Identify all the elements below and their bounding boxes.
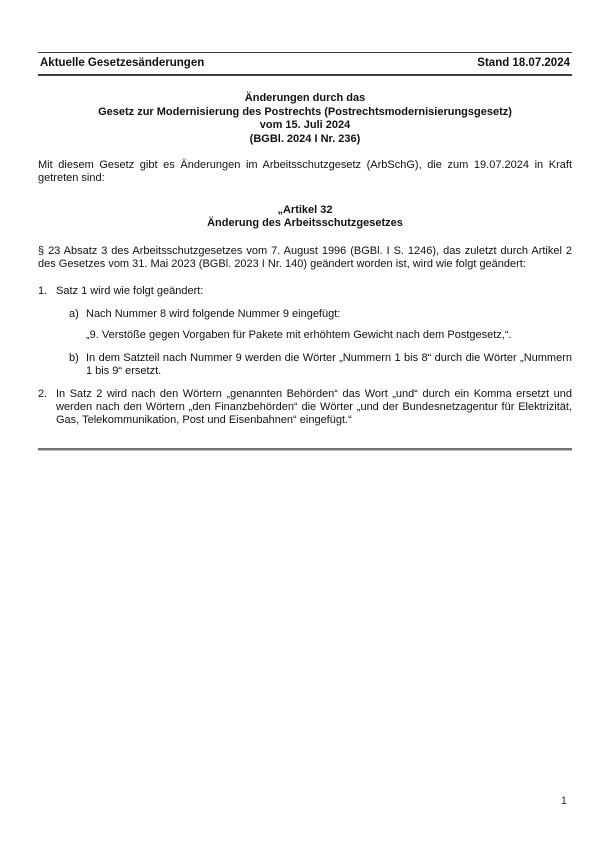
list-item bbox=[38, 388, 572, 428]
list-item-marker: 2. bbox=[38, 387, 48, 400]
document-header bbox=[38, 52, 572, 76]
title-line-1: Änderungen durch das bbox=[244, 92, 366, 105]
list-item-text: Satz 1 wird wie folgt geändert: bbox=[56, 285, 204, 298]
list-subitem-text: Nach Nummer 8 wird folgende Nummer 9 eingefügt: bbox=[86, 307, 341, 320]
title-line-3: vom 15. Juli 2024 bbox=[259, 119, 351, 132]
article-heading-line-2: Änderung des Arbeitsschutzgesetzes bbox=[207, 217, 403, 230]
list-subitem-marker: b) bbox=[69, 351, 79, 364]
header-date-stamp: Stand 18.07.2024 bbox=[477, 57, 570, 69]
intro-paragraph: Mit diesem Gesetz gibt es Änderungen im Arbeitsschutzgesetz (ArbSchG), die zum 19.07.2024 in Kraft getreten sind: bbox=[38, 159, 572, 185]
page-number: 1 bbox=[560, 795, 567, 807]
header-title: Aktuelle Gesetzesänderungen bbox=[40, 57, 205, 69]
title-line-2: Gesetz zur Modernisierung des Postrechts (Postrechtsmodernisierungsgesetz) bbox=[98, 105, 512, 118]
list-subitem-marker: a) bbox=[69, 307, 79, 320]
article-heading-line-1: „Artikel 32 bbox=[277, 203, 333, 216]
article-heading bbox=[38, 204, 572, 231]
amendment-list bbox=[38, 285, 572, 427]
article-intro-paragraph: § 23 Absatz 3 des Arbeitsschutzgesetzes vom 7. August 1996 (BGBl. I S. 1246), das zuletzt durch Artikel 2 des Gesetzes vom 31. Mai 2023 (BGBl. 2023 I Nr. 140) geändert worden ist, wird wie folgt geändert: bbox=[38, 244, 572, 271]
list-item-text: In Satz 2 wird nach den Wörtern „genannten Behörden“ das Wort „und“ durch ein Komma ersetzt und werden nach den Wörtern „den Finanzbehörden“ die Wörter „und der Bundesnetzagentur für Elektrizität, Gas, Telekommunikation, Post und Eisenbahnen“ eingefügt.“ bbox=[56, 387, 572, 427]
list-subitem bbox=[69, 308, 572, 343]
title-line-4: (BGBl. 2024 I Nr. 236) bbox=[249, 132, 361, 145]
list-item-marker: 1. bbox=[38, 285, 48, 298]
list-subitem-body bbox=[86, 308, 572, 343]
section-divider bbox=[38, 448, 572, 451]
list-subitem-text: In dem Satzteil nach Nummer 9 werden die Wörter „Nummern 1 bis 8“ durch die Wörter „Nummern 1 bis 9“ ersetzt. bbox=[86, 351, 572, 378]
quoted-insertion-text: „9. Verstöße gegen Vorgaben für Pakete mit erhöhtem Gewicht nach dem Postgesetz,“. bbox=[86, 329, 512, 342]
list-item bbox=[38, 285, 572, 298]
list-subitem bbox=[69, 352, 572, 379]
document-title bbox=[38, 92, 572, 146]
page-content bbox=[38, 52, 572, 451]
